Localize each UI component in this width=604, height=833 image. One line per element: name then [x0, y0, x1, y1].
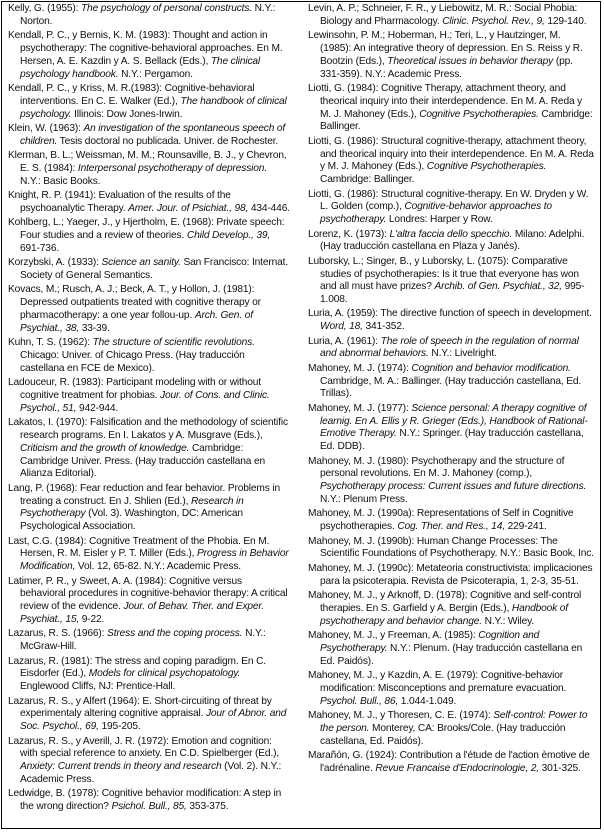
- reference-entry: [8, 123, 290, 149]
- reference-entry: [308, 3, 594, 29]
- reference-title-italic: Clinic. Psychol. Rev., 9,: [442, 15, 545, 27]
- reference-title-italic: Research in Psychotherapy: [20, 495, 244, 520]
- reference-text: N.Y.: Livelright.: [428, 348, 497, 360]
- reference-text: Lakatos, I. (1970): Falsification and the methodology of scientific research programs. En I. Lakatos y A. Musgrave (Eds.),: [8, 417, 288, 442]
- reference-text: Mahoney, M. J., y Arknoff, D. (1978): Cognitive and self-control therapies. En S. Garfield y A. Bergin (Eds.),: [308, 589, 582, 614]
- reference-title-italic: Arch. Gen. of Psychiat., 38,: [20, 310, 253, 334]
- reference-text: Ladouceur, R. (1983): Participant modeling with or without cognitive treatment for phobias.: [8, 377, 261, 402]
- reference-entry: [8, 576, 290, 627]
- reference-entry: [308, 83, 594, 134]
- reference-text: Ledwidge, B. (1978): Cognitive behavior modification: A step in the wrong direction?: [8, 788, 282, 813]
- reference-entry: [308, 256, 594, 307]
- reference-entry: [308, 563, 594, 589]
- reference-entry: [8, 217, 290, 255]
- reference-text: Lazarus, R. S., y Alfert (1964): E. Short-circuiting of threat by experimentaly altering cognitive appraisal.: [8, 695, 272, 720]
- reference-text: 9-22.: [79, 613, 105, 625]
- reference-text: Vol. 12, 65-82. N.Y.: Academic Press.: [75, 561, 241, 573]
- reference-text: Kohlberg, L.; Yaeger, J., y Hjertholm, E. (1968): Private speech: Four studies and a review of theories.: [8, 217, 285, 242]
- reference-title-italic: Progress in Behavior Modification,: [20, 548, 289, 573]
- reference-entry: [8, 284, 290, 335]
- reference-title-italic: Theoretical issues in behavior therapy: [387, 55, 554, 67]
- reference-entry: [8, 337, 290, 375]
- reference-title-italic: The clinical psychology handbook.: [20, 55, 261, 80]
- reference-text: Mahoney, M. J. (1980): Psychotherapy and the structure of personal revolutions. En M. J. Mahoney (comp.),: [308, 455, 565, 480]
- reference-text: Cambridge, M. A.: Ballinger. (Hay traducción castellana, Ed. Trillas).: [320, 375, 582, 400]
- reference-entry: [308, 630, 594, 668]
- reference-text: Mahoney, M. J., y Thoresen, C. E. (1974):: [308, 709, 494, 721]
- reference-title-italic: L'altra faccia dello specchio.: [389, 228, 513, 240]
- reference-text: Mahoney, M. J., y Kazdin, A. E. (1979): Cognitive-behavior modification: Misconceptions and premature evacuation.: [308, 669, 567, 694]
- reference-text: Liotti, G. (1986): Structural cognitive-therapy, attachment theory, and theorical inquiry into their interdependence. En M. A. Reda y M. J. Mahoney (Eds.),: [308, 135, 594, 173]
- reference-title-italic: Psychol. Bull., 86,: [320, 695, 399, 707]
- reference-title-italic: Models for clinical psychopatology.: [88, 668, 241, 680]
- reference-text: N.Y.: McGraw-Hill.: [20, 628, 266, 653]
- reference-title-italic: Cognitive Psychotherapies.: [426, 161, 547, 173]
- reference-entry: [308, 403, 594, 454]
- reference-text: Luria, A. (1961):: [308, 335, 381, 347]
- left-column: [8, 3, 290, 815]
- reference-text: Levin, A. P.; Schneier, F. R., y Liebowitz, M. R.: Social Phobia: Biology and Pharmacology.: [308, 3, 578, 27]
- reference-title-italic: Cognitive Psychotherapies.: [419, 108, 539, 120]
- reference-title-italic: Word, 18,: [320, 321, 363, 333]
- reference-title-italic: Interpersonal psychotherapy of depression.: [77, 162, 268, 174]
- right-column: [308, 3, 594, 777]
- reference-entry: [308, 456, 594, 507]
- reference-text: Korzybski, A. (1933):: [8, 257, 102, 269]
- reference-entry: [8, 257, 290, 283]
- reference-entry: [8, 417, 290, 481]
- reference-entry: [308, 308, 594, 334]
- reference-entry: [308, 229, 594, 255]
- reference-text: N.Y.: Pergamon.: [118, 68, 193, 80]
- reference-text: Knight, R. P. (1941): Evaluation of the results of the psychoanalytic Therapy.: [8, 190, 231, 214]
- reference-text: Tesis doctoral no publicada. Univer. de Rochester.: [57, 135, 279, 147]
- reference-title-italic: Jour. of Cons. and Clinic. Psychol., 51,: [20, 390, 270, 414]
- reference-text: Luria, A. (1959): The directive function of speech in development.: [308, 308, 592, 320]
- reference-text: N.Y.: Norton.: [20, 3, 276, 27]
- reference-text: (Vol. 3). Washington, DC: American Psychological Association.: [20, 508, 243, 533]
- reference-entry: [308, 536, 594, 562]
- reference-text: Lazarus, R. S. (1966):: [8, 628, 108, 640]
- reference-text: N.Y.: Plenum. (Hay traducción castellana en Ed. Paidós).: [320, 642, 583, 667]
- reference-entry: [308, 590, 594, 628]
- reference-text: 691-736.: [20, 242, 60, 254]
- reference-text: Illinois: Dow Jones-Irwin.: [71, 108, 183, 120]
- reference-title-italic: Psichol. Bull., 85,: [111, 801, 187, 813]
- reference-text: Lazarus, R. (1981): The stress and coping paradigm. En C. Eisdorfer (Ed.),: [8, 655, 266, 680]
- reference-text: Londres: Harper y Row.: [386, 214, 493, 226]
- reference-title-italic: The handbook of clinical psychology.: [20, 95, 287, 120]
- reference-text: (pp. 331-359). N.Y.: Academic Press.: [320, 55, 573, 80]
- reference-text: N.Y.: Plenum Press.: [320, 494, 408, 506]
- reference-text: Lorenz, K. (1973):: [308, 228, 390, 240]
- reference-title-italic: Jour. of Behav. Ther. and Exper. Psychiat., 15,: [20, 601, 264, 625]
- reference-text: Monterey, CA: Brooks/Cole. (Hay traducción castellana, Ed. Paidós).: [320, 722, 566, 747]
- reference-text: 33-39.: [79, 322, 110, 334]
- reference-title-italic: The structure of scientific revolutions.: [92, 337, 255, 349]
- reference-title-italic: Science personal: A therapy cognitive of learnig. En A. Ellis y R. Grieger (Eds.), Handbook of Rational-Emotive Therapy.: [320, 402, 588, 440]
- reference-text: 301-325.: [538, 762, 581, 774]
- reference-entry: [8, 377, 290, 415]
- reference-title-italic: Revue Francaise d'Endocrinologie, 2,: [375, 762, 539, 774]
- reference-text: Last, C.G. (1984): Cognitive Treatment of the Phobia. En M. Hersen, R. M. Eisler y P. T. Miller (Eds.),: [8, 535, 270, 560]
- reference-text: 229-241.: [504, 521, 547, 533]
- reference-entry: [8, 628, 290, 654]
- reference-entry: [8, 30, 290, 81]
- reference-title-italic: Archib. of Gen. Psychiat., 32,: [434, 281, 562, 293]
- reference-text: 942-944.: [76, 402, 119, 414]
- reference-text: N.Y.: Basic Books.: [20, 175, 101, 187]
- reference-text: Mahoney, M. J. (1990a): Representations of Self in Cognitive psychotherapies.: [308, 508, 574, 533]
- reference-text: Lang, P. (1968): Fear reduction and fear behavior. Problems in treating a construct. En J. Shlien (Ed.),: [8, 482, 280, 507]
- reference-text: N.Y.: Springer. (Hay traducción castellana, Ed. DDB).: [320, 428, 584, 453]
- reference-title-italic: Self-control: Power to the person.: [320, 709, 588, 734]
- reference-text: 434-446.: [248, 202, 290, 214]
- reference-entry: [308, 30, 594, 81]
- reference-title-italic: The role of speech in the regulation of normal and abnormal behaviors.: [320, 335, 579, 360]
- reference-entry: [308, 189, 594, 227]
- reference-text: Marañón, G. (1924): Contribution a l'étude de l'action èmotive de l'adrénaline.: [308, 749, 590, 774]
- reference-text: 195-205.: [98, 721, 141, 733]
- bibliography-page: [1, 1, 601, 829]
- reference-text: Kendall, P. C., y Kriss, M. R.(1983): Cognitive-behavioral interventions. En C. E. Walker (Ed.),: [8, 82, 255, 107]
- reference-text: 129-140.: [544, 15, 587, 27]
- reference-title-italic: Psychotherapy process: Current issues and future directions.: [320, 481, 587, 493]
- reference-title-italic: Science an sanity.: [101, 257, 181, 269]
- reference-text: Lazarus, R. S., y Averill, J. R. (1972): Emotion and cognition: with special reference to anxiety. En C.D. Spielberger (Ed.),: [8, 735, 280, 760]
- reference-text: Chicago: Univer. of Chicago Press. (Hay traducción castellana en FCE de Mexico).: [20, 350, 245, 374]
- reference-text: Kovacs, M.; Rusch, A. J.; Beck, A. T., y Hollon, J. (1981): Depressed outpatients treated with cognitive therapy or pharmacotherapy: a one year follou-up.: [8, 284, 261, 322]
- reference-text: Latimer, P. R., y Sweet, A. A. (1984): Cognitive versus behavioral procedures in cognitive-behavior therapy: A critical review of the evidence.: [8, 575, 288, 613]
- reference-entry: [8, 696, 290, 734]
- reference-title-italic: An investigation of the spontaneous speech of children.: [20, 122, 286, 147]
- reference-entry: [8, 656, 290, 694]
- reference-entry: [308, 136, 594, 187]
- reference-entry: [308, 750, 594, 776]
- reference-text: 1.044-1.049.: [398, 695, 457, 707]
- reference-title-italic: Stress and the coping process.: [107, 628, 243, 640]
- reference-entry: [308, 508, 594, 534]
- reference-entry: [8, 736, 290, 787]
- reference-text: N.Y.: Wiley.: [481, 615, 534, 627]
- reference-entry: [8, 190, 290, 216]
- reference-title-italic: Anxiety: Current trends in theory and research: [20, 761, 222, 773]
- reference-text: Cambridge: Ballinger.: [320, 174, 415, 186]
- reference-entry: [8, 788, 290, 814]
- reference-text: Lewinsohn, P. M.; Hoberman, H.; Teri, L., y Hautzinger, M. (1985): An integrative theory of depression. En S. Reiss y R. Bootzin (Eds.),: [308, 30, 583, 67]
- reference-entry: [308, 363, 594, 401]
- reference-title-italic: Cognition and Psychotherapy.: [320, 629, 540, 654]
- reference-title-italic: Criticism and the growth of knowledge.: [20, 442, 190, 454]
- reference-text: Liotti, G. (1986): Structural cognitive-therapy. En W. Dryden y W. L. Golden (comp.),: [308, 188, 589, 213]
- reference-text: Klerman, B. L.; Weissman, M. M.; Rounsaville, B. J., y Chevron, E. S. (1984):: [8, 150, 287, 174]
- reference-entry: [308, 710, 594, 748]
- reference-entry: [8, 483, 290, 534]
- reference-text: Mahoney, M. J. (1977):: [308, 402, 412, 414]
- reference-text: Kendall, P. C., y Bernis, K. M. (1983): Thought and action in psychotherapy: The cognitive-behavioral approaches. En M. Hersen, A. E. Kazdin y A. S. Bellack (Eds.),: [8, 30, 283, 67]
- reference-title-italic: Cog. Ther. and Res., 14,: [397, 521, 505, 533]
- reference-title-italic: Amer. Jour. of Psichiat., 98,: [128, 202, 249, 214]
- reference-text: Cambridge: Cambridge Univer. Press. (Hay traducción castellana en Alianza Editorial).: [20, 442, 266, 480]
- reference-entry: [8, 83, 290, 121]
- reference-text: Englewood Cliffs, NJ: Prentice-Hall.: [20, 681, 176, 693]
- reference-entry: [308, 670, 594, 708]
- reference-title-italic: Cognition and behavior modification.: [411, 362, 571, 374]
- reference-text: 353-375.: [186, 801, 229, 813]
- reference-text: Mahoney, M. J. (1990c): Metateoria constructivista: implicaciones para la psicoterapia. Revista de Psicoterapia, 1, 2-3, 35-51.: [308, 562, 593, 587]
- reference-text: 995-1.008.: [320, 281, 585, 306]
- reference-text: Mahoney, M. J. (1974):: [308, 362, 412, 374]
- reference-text: Luborsky, L.; Singer, B., y Luborsky, L. (1075): Comparative studies of psychotherapies: Is it true that everyone has won and all must have prizes?: [308, 255, 579, 293]
- reference-title-italic: Child Develop., 39,: [186, 230, 271, 242]
- reference-text: Liotti, G. (1984): Cognitive Therapy, attachment theory, and theorical inquiry into their interdependence. En M. A. Reda y M. J. Mahoney (Eds.),: [308, 82, 583, 120]
- reference-text: Kuhn, T. S. (1962):: [8, 337, 93, 349]
- reference-text: Mahoney, M. J., y Freeman, A. (1985):: [308, 629, 479, 641]
- reference-text: Milano: Adelphi. (Hay traducción castellana en Plaza y Janés).: [320, 228, 585, 253]
- reference-title-italic: Handbook of psychotherapy and behavior change.: [320, 602, 568, 627]
- reference-text: Klein, W. (1963):: [8, 122, 84, 134]
- reference-text: Kelly, G. (1955):: [8, 3, 81, 14]
- reference-text: San Francisco: Internat. Society of General Semantics.: [20, 257, 288, 282]
- reference-text: Cambridge: Ballinger.: [320, 108, 593, 133]
- reference-text: (Vol. 2). N.Y.: Academic Press.: [20, 761, 282, 785]
- reference-title-italic: Cognitive-behavior approaches to psychotherapy.: [320, 201, 552, 226]
- reference-entry: [308, 336, 594, 362]
- reference-entry: [8, 536, 290, 574]
- reference-title-italic: Jour of Abnor. and Soc. Psychol., 69,: [20, 708, 287, 733]
- reference-title-italic: The psychology of personal constructs.: [80, 3, 252, 14]
- reference-entry: [8, 150, 290, 188]
- reference-entry: [8, 3, 290, 29]
- reference-text: 341-352.: [362, 321, 405, 333]
- reference-text: Mahoney, M. J. (1990b): Human Change Processes: The Scientific Foundations of Psychotherapy. N.Y.: Basic Book, Inc.: [308, 535, 594, 560]
